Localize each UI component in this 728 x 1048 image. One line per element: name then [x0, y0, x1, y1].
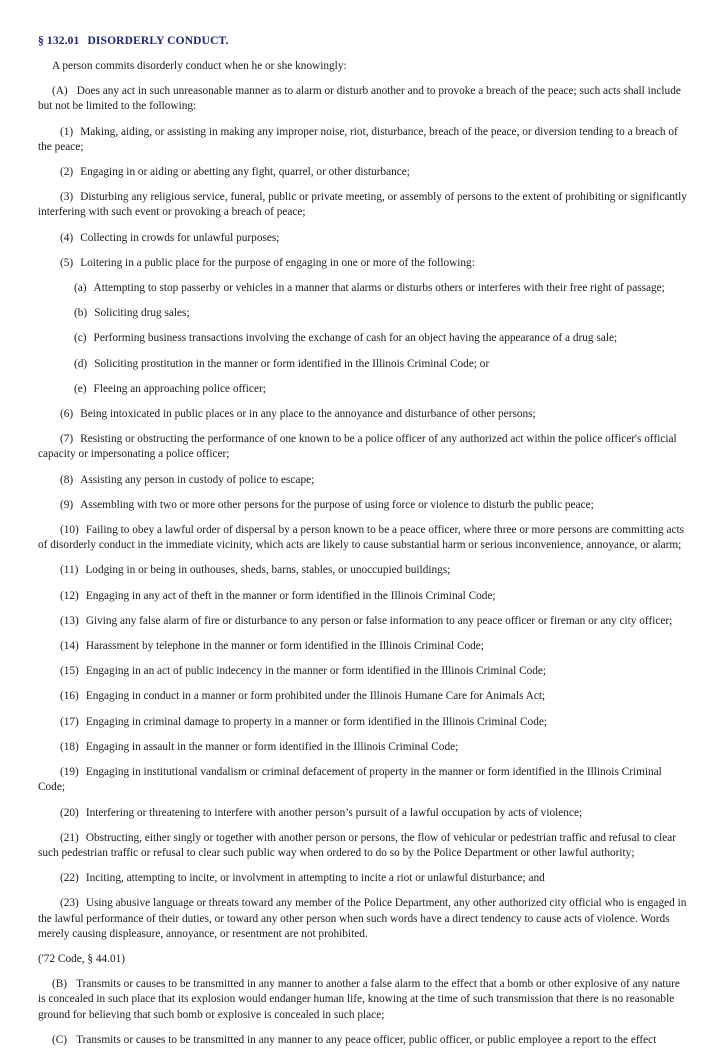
list-item-text: Lodging in or being in outhouses, sheds, barns, stables, or unoccupied buildings; [85, 564, 451, 577]
list-item-tag: (8) [60, 473, 74, 486]
sub-list-item [38, 321, 690, 346]
list-item-tag: (15) [60, 665, 79, 678]
subsection-a-text: Does any act in such unreasonable manner as to alarm or disturb another and to provoke a breach of the peace; such acts shall include but not be limited to the following: [38, 85, 681, 113]
subsection-a [38, 74, 690, 114]
list-item-tag: (23) [60, 897, 79, 910]
page-title [38, 0, 690, 49]
sub-list-item-text: Attempting to stop passerby or vehicles in a manner that alarms or disturbs others or interferes with their free right of passage; [93, 282, 665, 295]
subsection-c [38, 1023, 690, 1048]
sub-list-item-tag: (a) [74, 282, 87, 295]
list-item-text: Engaging in an act of public indecency in the manner or form identified in the Illinois Criminal Code; [85, 665, 547, 678]
sub-list-item-text: Soliciting drug sales; [94, 307, 190, 320]
list-item [38, 115, 690, 155]
list-item-tag: (10) [60, 524, 79, 537]
sub-list-item [38, 372, 690, 397]
list-item-text: Engaging in or aiding or abetting any fight, quarrel, or other disturbance; [80, 166, 410, 179]
list-item [38, 654, 690, 679]
sub-list-item [38, 271, 690, 296]
list-item-tag: (4) [60, 231, 74, 244]
list-item-text: Engaging in criminal damage to property in a manner or form identified in the Illinois Criminal Code; [85, 715, 548, 728]
list-item-tag: (12) [60, 589, 79, 602]
section-number: § 132.01 [38, 35, 80, 47]
list-item [38, 155, 690, 180]
list-item-tag: (22) [60, 872, 79, 885]
list-item-text: Making, aiding, or assisting in making any improper noise, riot, disturbance, breach of the peace, or diversion tending to a breach of the peace; [38, 125, 678, 153]
list-item-text: Collecting in crowds for unlawful purposes; [80, 231, 280, 244]
list-item-text: Assisting any person in custody of police to escape; [80, 473, 315, 486]
list-item-tag: (21) [60, 831, 79, 844]
code-citation: ('72 Code, § 44.01) [38, 952, 126, 965]
subsection-b [38, 967, 690, 1023]
sub-list-item [38, 347, 690, 372]
list-item [38, 463, 690, 488]
sub-list-item-tag: (c) [74, 332, 87, 345]
list-item [38, 246, 690, 271]
list-item-tag: (13) [60, 614, 79, 627]
subsection-c-text: Transmits or causes to be transmitted in any manner to any peace officer, public officer, or public employee a report to the effect [76, 1033, 657, 1046]
list-item-tag: (9) [60, 498, 74, 511]
list-item-text: Inciting, attempting to incite, or involvment in attempting to incite a riot or unlawful disturbance; and [85, 872, 545, 885]
list-item [38, 221, 690, 246]
subsection-b-tag: (B) [52, 978, 68, 991]
list-item [38, 422, 690, 462]
sub-list-item-text: Soliciting prostitution in the manner or form identified in the Illinois Criminal Code; or [94, 357, 490, 370]
sub-list-item-text: Fleeing an approaching police officer; [93, 382, 266, 395]
list-item [38, 629, 690, 654]
list-item [38, 513, 690, 553]
list-item [38, 679, 690, 704]
list-item-tag: (18) [60, 740, 79, 753]
list-item-text: Engaging in assault in the manner or form identified in the Illinois Criminal Code; [85, 740, 459, 753]
list-item-tag: (3) [60, 191, 74, 204]
list-item [38, 796, 690, 821]
list-item [38, 604, 690, 629]
sub-list-item-tag: (b) [74, 307, 88, 320]
list-item-text: Failing to obey a lawful order of dispersal by a person known to be a peace officer, where three or more persons are committing acts of disorderly conduct in the immediate vicinity, which acts are likely to cause substantial harm or serious inconvenience, annoyance, or alarm; [38, 524, 685, 552]
numbered-list-part1 [38, 115, 690, 271]
list-item [38, 705, 690, 730]
sub-list-item-tag: (d) [74, 357, 88, 370]
section-title: DISORDERLY CONDUCT. [87, 35, 229, 47]
subsection-a-tag: (A) [52, 85, 68, 98]
list-item-text: Obstructing, either singly or together with another person or persons, the flow of vehicular or pedestrian traffic and refusal to clear such pedestrian traffic or refusal to clear such public way when ordered to do so by the Police Department or other lawful authority; [38, 831, 677, 859]
list-item-text: Assembling with two or more other persons for the purpose of using force or violence to disturb the public peace; [80, 498, 594, 511]
list-item-text: Giving any false alarm of fire or disturbance to any person or false information to any peace officer or fireman or any city officer; [85, 614, 673, 627]
list-item-text: Resisting or obstructing the performance of one known to be a police officer of any authorized act within the police officer's official capacity or impersonating a police officer; [38, 433, 677, 461]
list-item-tag: (1) [60, 125, 74, 138]
list-item-tag: (2) [60, 166, 74, 179]
list-item [38, 886, 690, 942]
list-item [38, 821, 690, 861]
list-item-tag: (11) [60, 564, 79, 577]
subsection-b-text: Transmits or causes to be transmitted in any manner to another a false alarm to the effect that a bomb or other explosive of any nature is concealed in such place that its explosion would endanger human life, knowing at the time of such transmission that there is no reasonable ground for believing that such bomb or explosive is concealed in such place; [38, 978, 680, 1021]
list-item [38, 730, 690, 755]
subsection-c-tag: (C) [52, 1033, 68, 1046]
list-item-tag: (20) [60, 806, 79, 819]
sub-list-item-tag: (e) [74, 382, 87, 395]
sub-list-item-text: Performing business transactions involving the exchange of cash for an object having the appearance of a drug sale; [93, 332, 618, 345]
list-item [38, 553, 690, 578]
list-item-tag: (16) [60, 690, 79, 703]
sub-list-item [38, 296, 690, 321]
numbered-list-part2 [38, 397, 690, 942]
list-item [38, 397, 690, 422]
list-item-tag: (5) [60, 256, 74, 269]
list-item [38, 755, 690, 795]
list-item-tag: (17) [60, 715, 79, 728]
list-item [38, 180, 690, 220]
list-item [38, 488, 690, 513]
list-item-text: Loitering in a public place for the purpose of engaging in one or more of the following: [80, 256, 475, 269]
intro-paragraph: A person commits disorderly conduct when he or she knowingly: [52, 60, 347, 72]
list-item-text: Interfering or threatening to interfere with another person’s pursuit of a lawful occupation by acts of violence; [85, 806, 583, 819]
list-item-text: Harassment by telephone in the manner or form identified in the Illinois Criminal Code; [85, 640, 484, 653]
list-item-text: Engaging in conduct in a manner or form prohibited under the Illinois Humane Care for Animals Act; [85, 690, 546, 703]
list-item-text: Using abusive language or threats toward any member of the Police Department, any other authorized city official who is engaged in the lawful performance of their duties, or toward any other person when such words have a direct tendency to cause acts of violence. Words merely causing displeasure, annoyance, or resentment are not prohibited. [38, 897, 687, 940]
list-item-tag: (7) [60, 433, 74, 446]
list-item-text: Engaging in institutional vandalism or criminal defacement of property in the manner or form identified in the Illinois Criminal Code; [38, 766, 662, 794]
list-item-text: Disturbing any religious service, funeral, public or private meeting, or assembly of persons to the extent of prohibiting or significantly interfering with such event or provoking a breach of peace; [38, 191, 687, 219]
list-item-tag: (19) [60, 766, 79, 779]
list-item-text: Being intoxicated in public places or in any place to the annoyance and disturbance of other persons; [80, 408, 536, 421]
list-item-tag: (6) [60, 408, 74, 421]
list-item [38, 579, 690, 604]
list-item [38, 861, 690, 886]
lettered-sublist [38, 271, 690, 397]
list-item-text: Engaging in any act of theft in the manner or form identified in the Illinois Criminal Code; [85, 589, 496, 602]
list-item-tag: (14) [60, 640, 79, 653]
